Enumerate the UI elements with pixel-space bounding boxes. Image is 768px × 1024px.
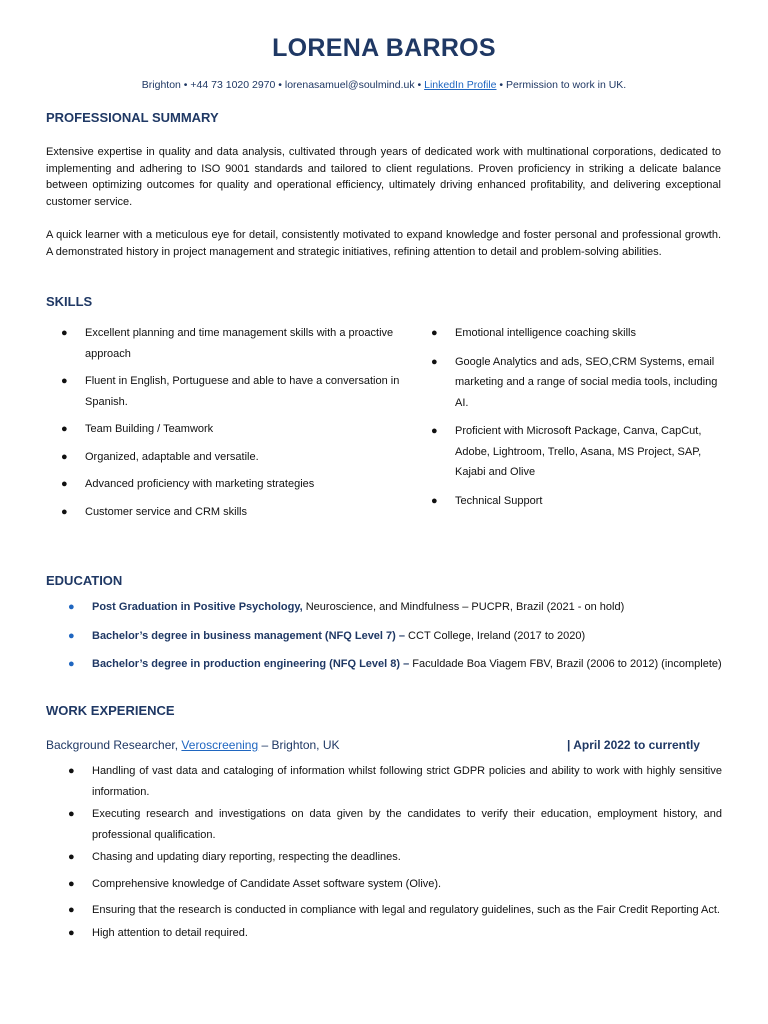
work-permission: • Permission to work in UK. bbox=[496, 79, 627, 91]
degree-title: Post Graduation in Positive Psychology, bbox=[92, 601, 303, 613]
work-duties-list bbox=[68, 761, 722, 945]
list-item: ● Excellent planning and time management skills with a proactive approach bbox=[85, 323, 415, 364]
skills-list-right bbox=[431, 323, 723, 519]
degree-detail: CCT College, Ireland (2017 to 2020) bbox=[405, 629, 586, 642]
bullet-icon: ● bbox=[61, 478, 68, 490]
bullet-icon: ● bbox=[68, 904, 75, 916]
bullet-icon: ● bbox=[61, 327, 68, 339]
job-location: – Brighton, UK bbox=[258, 738, 340, 752]
list-item: ● Proficient with Microsoft Package, Canva, CapCut, Adobe, Lightroom, Trello, Asana, MS Project, SAP, Kajabi and Olive bbox=[455, 421, 723, 483]
bullet-icon: ● bbox=[431, 494, 438, 507]
list-item bbox=[68, 626, 722, 647]
job-title: Background Researcher, bbox=[46, 738, 182, 752]
job-dates: | April 2022 to currently bbox=[567, 738, 700, 752]
skills-heading: SKILLS bbox=[46, 294, 93, 309]
bullet-icon: ● bbox=[431, 425, 438, 437]
list-item: ● Google Analytics and ads, SEO,CRM Systems, email marketing and a range of social media tools, including AI. bbox=[455, 352, 723, 414]
list-item: ● Handling of vast data and cataloging of information whilst following strict GDPR policies and ability to work with highly sensitive information. bbox=[92, 761, 722, 802]
list-item: ● Team Building / Teamwork bbox=[85, 419, 415, 440]
list-item: ● Comprehensive knowledge of Candidate Asset software system (Olive). bbox=[92, 874, 722, 895]
linkedin-profile-link[interactable]: LinkedIn Profile bbox=[424, 79, 497, 91]
list-item bbox=[68, 654, 722, 675]
list-item: ● Emotional intelligence coaching skills bbox=[455, 323, 723, 344]
degree-title: Bachelor’s degree in production engineering (NFQ Level 8) – bbox=[92, 658, 410, 670]
bullet-icon: ● bbox=[68, 601, 75, 613]
list-item: ● Advanced proficiency with marketing strategies bbox=[85, 474, 415, 495]
job-title-line bbox=[46, 738, 726, 752]
bullet-icon: ● bbox=[61, 423, 68, 435]
bullet-icon: ● bbox=[68, 877, 75, 890]
bullet-icon: ● bbox=[68, 765, 75, 777]
list-item: ● Organized, adaptable and versatile. bbox=[85, 447, 415, 468]
bullet-icon: ● bbox=[61, 375, 68, 387]
list-item: ● Executing research and investigations on data given by the candidates to verify their education, employment history, and professional qualification. bbox=[92, 804, 722, 845]
bullet-icon: ● bbox=[68, 658, 75, 670]
bullet-icon: ● bbox=[68, 926, 75, 939]
candidate-name: LORENA BARROS bbox=[272, 34, 496, 62]
list-item: ● High attention to detail required. bbox=[92, 923, 722, 944]
list-item: ● Ensuring that the research is conducted in compliance with legal and regulatory guidelines, such as the Fair Credit Reporting Act. bbox=[92, 900, 722, 921]
summary-paragraph-2: A quick learner with a meticulous eye for detail, consistently motivated to expand knowledge and foster personal and professional growth. A demonstrated history in project management and strategic initiatives, refining attention to detail and problem-solving abilities. bbox=[46, 229, 721, 258]
skills-list-left bbox=[61, 323, 415, 529]
education-heading: EDUCATION bbox=[46, 573, 123, 588]
work-experience-heading: WORK EXPERIENCE bbox=[46, 703, 175, 718]
contact-line bbox=[0, 79, 768, 91]
bullet-icon: ● bbox=[431, 327, 438, 339]
list-item bbox=[68, 597, 722, 618]
summary-paragraph-1: Extensive expertise in quality and data analysis, cultivated through years of dedicated work with multinational corporations, dedicated to implementing and adhering to ISO 9001 standards and tailored to client regulations. Proven proficiency in striking a delicate balance between optimizing outcomes for quality and operational efficiency, ultimately driving enhanced profitability, and delivering exceptional customer service. bbox=[46, 146, 721, 208]
education-list bbox=[68, 597, 722, 683]
degree-detail: Neuroscience, and Mindfulness – PUCPR, Brazil (2021 - on hold) bbox=[302, 601, 625, 613]
bullet-icon: ● bbox=[431, 355, 438, 368]
bullet-icon: ● bbox=[68, 851, 75, 863]
bullet-icon: ● bbox=[61, 505, 68, 518]
list-item: ● Technical Support bbox=[455, 491, 723, 512]
degree-title: Bachelor’s degree in business management (NFQ Level 7) – bbox=[92, 629, 405, 642]
degree-detail: Faculdade Boa Viagem FBV, Brazil (2006 to 2012) (incomplete) bbox=[409, 658, 722, 670]
summary-heading: PROFESSIONAL SUMMARY bbox=[46, 110, 219, 125]
list-item: ● Chasing and updating diary reporting, respecting the deadlines. bbox=[92, 847, 722, 868]
bullet-icon: ● bbox=[61, 450, 68, 463]
contact-details: Brighton • +44 73 1020 2970 • lorenasamuel@soulmind.uk • bbox=[141, 79, 425, 91]
company-link[interactable]: Veroscreening bbox=[181, 738, 259, 752]
bullet-icon: ● bbox=[68, 808, 75, 820]
bullet-icon: ● bbox=[68, 629, 75, 642]
list-item: ● Customer service and CRM skills bbox=[85, 502, 415, 523]
list-item: ● Fluent in English, Portuguese and able to have a conversation in Spanish. bbox=[85, 371, 415, 412]
